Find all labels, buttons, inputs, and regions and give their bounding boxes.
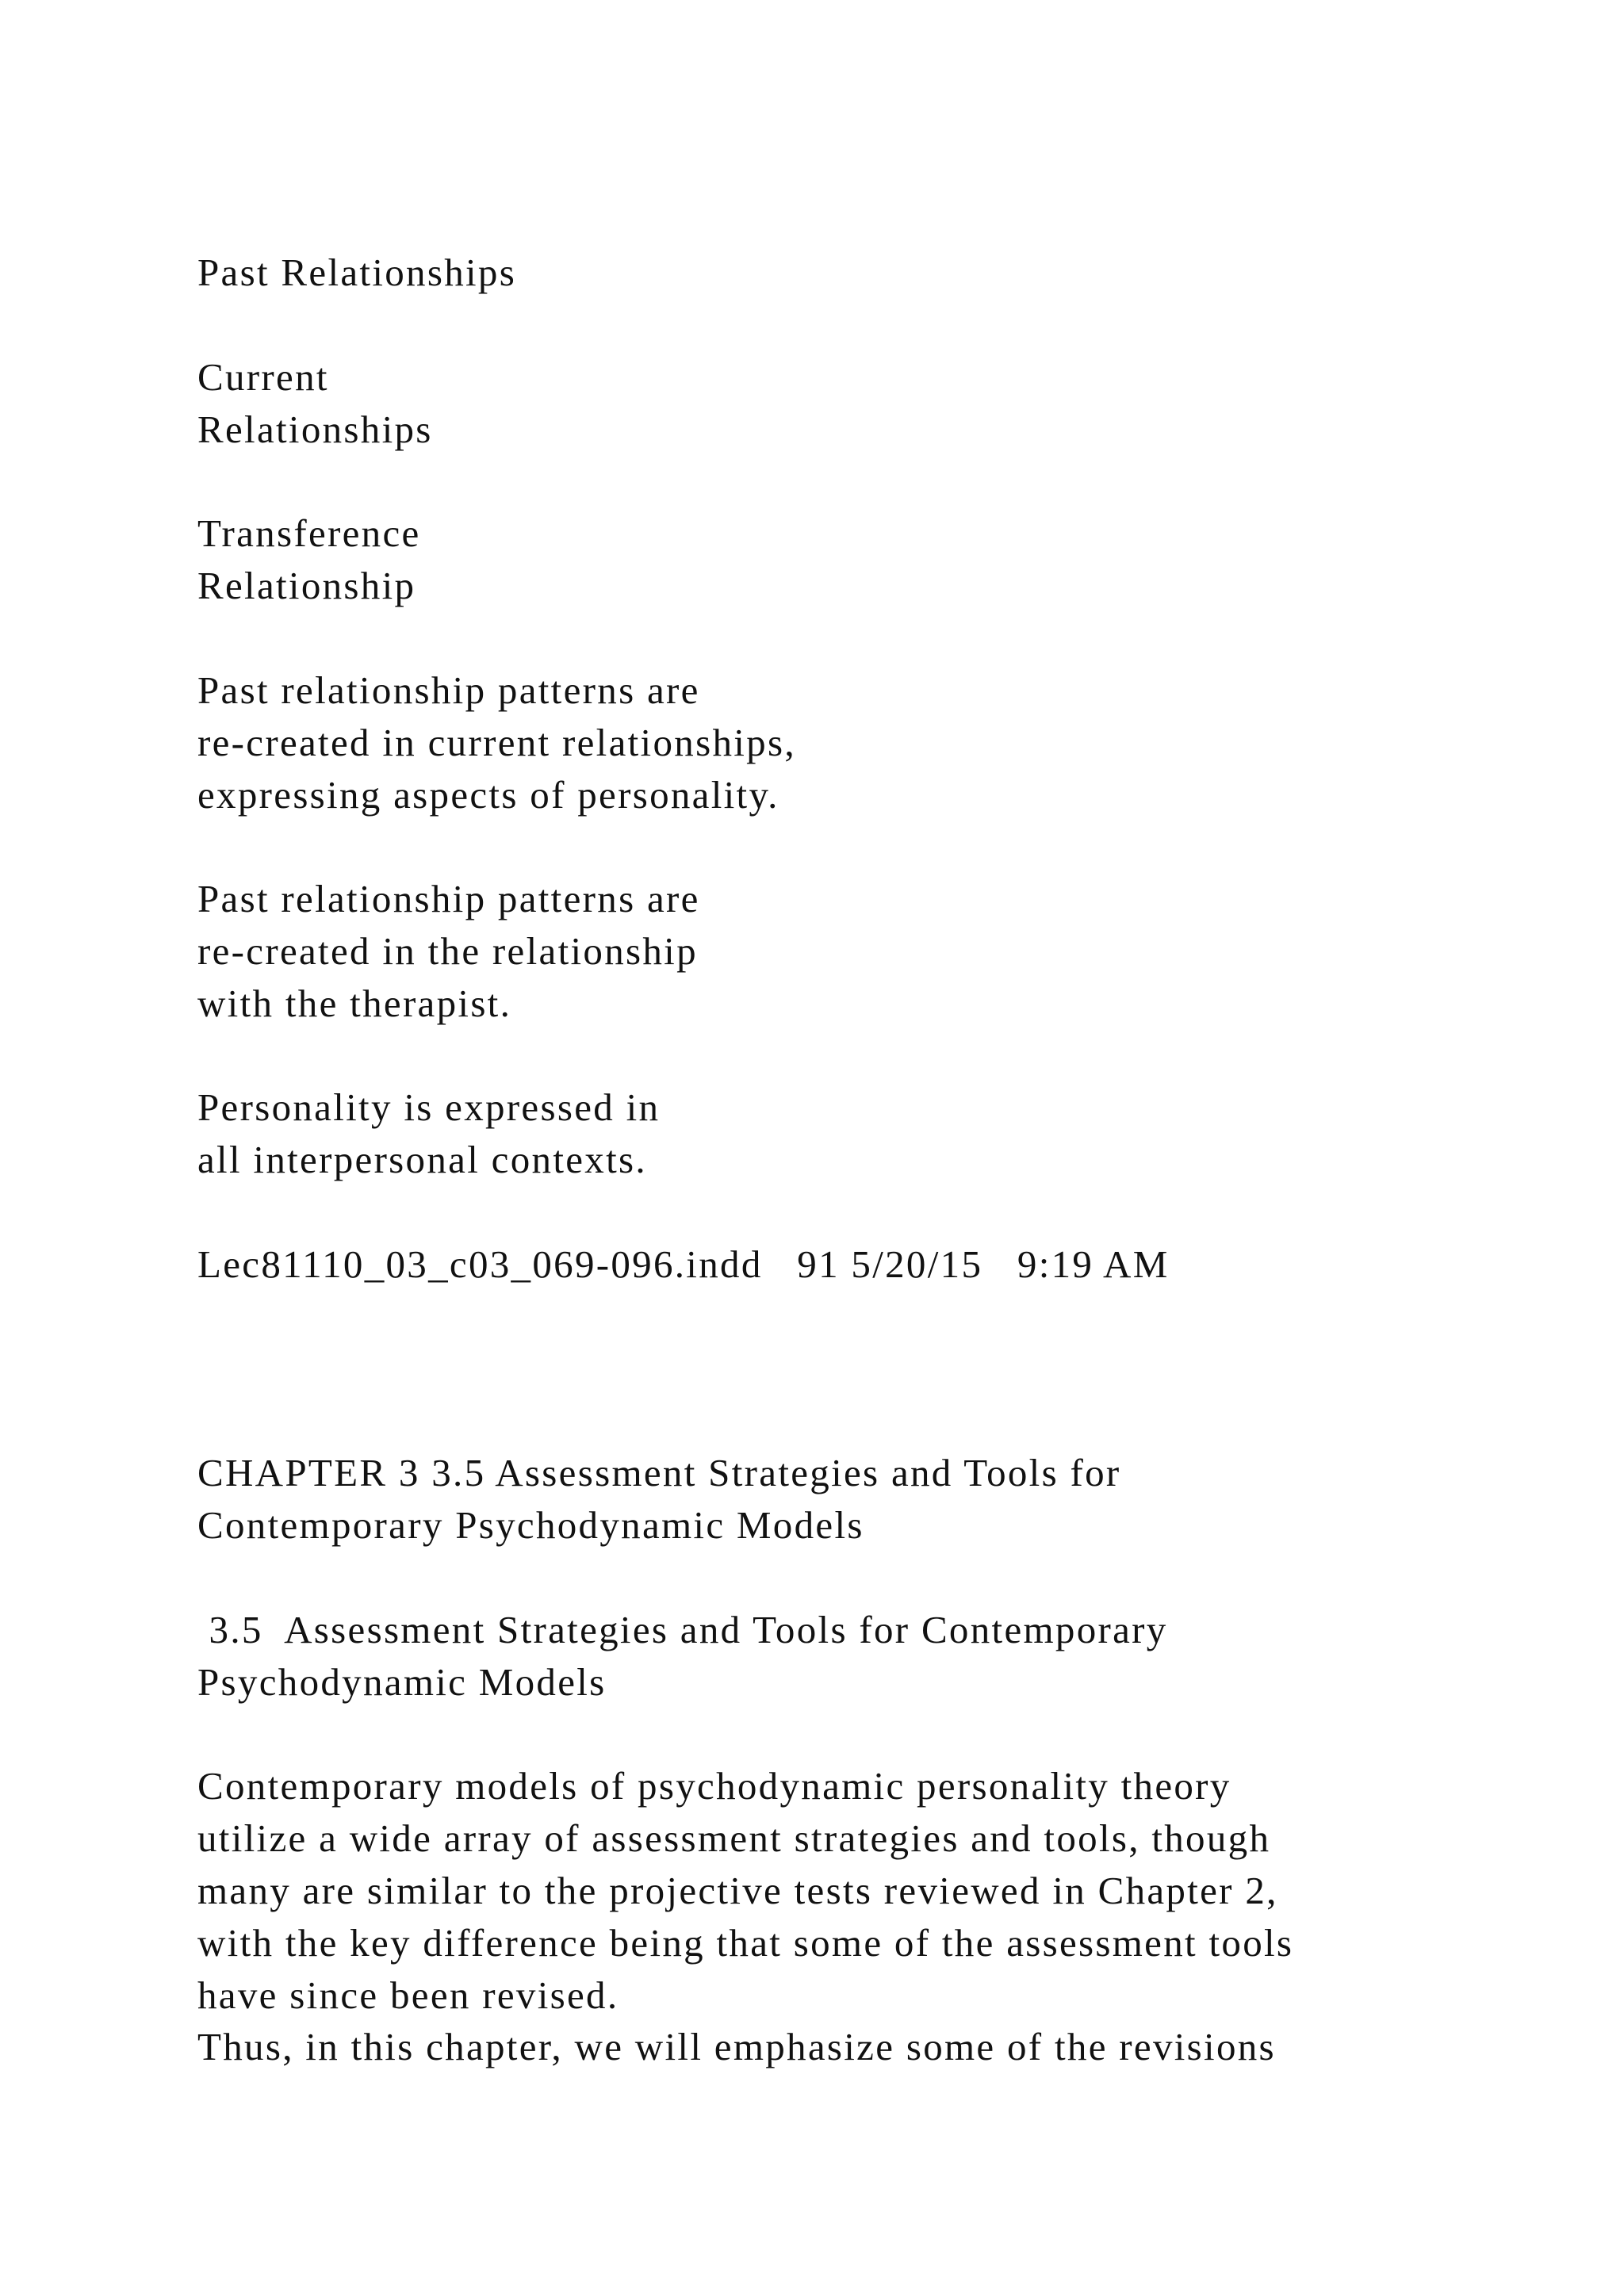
figure-note-3-line-1: Personality is expressed in [197, 1085, 661, 1129]
figure-label-past-relationships: Past Relationships [197, 251, 517, 294]
figure-label-transference-line-1: Transference [197, 511, 421, 555]
body-line-4: with the key difference being that some of the assessment tools [197, 1921, 1294, 1965]
figure-label-current-line-1: Current [197, 355, 329, 399]
running-header-line-2: Contemporary Psychodynamic Models [197, 1503, 864, 1547]
figure-note-2-line-1: Past relationship patterns are [197, 877, 700, 920]
figure-note-2-line-3: with the therapist. [197, 982, 512, 1025]
body-line-3: many are similar to the projective tests reviewed in Chapter 2, [197, 1869, 1278, 1912]
figure-note-1-line-3: expressing aspects of personality. [197, 773, 779, 817]
running-header-line-1: CHAPTER 3 3.5 Assessment Strategies and Tools for [197, 1451, 1121, 1494]
figure-note-2-line-2: re-created in the relationship [197, 929, 698, 973]
body-line-1: Contemporary models of psychodynamic personality theory [197, 1764, 1231, 1808]
figure-label-current-line-2: Relationships [197, 408, 433, 451]
section-heading-line-2: Psychodynamic Models [197, 1660, 607, 1704]
body-line-5: have since been revised. [197, 1973, 619, 2017]
figure-note-3-line-2: all interpersonal contexts. [197, 1138, 647, 1181]
section-heading-line-1: 3.5 Assessment Strategies and Tools for Contemporary [197, 1608, 1168, 1651]
slug-line: Lec81110_03_c03_069-096.indd 91 5/20/15 9:19 AM [197, 1242, 1170, 1286]
body-line-6: Thus, in this chapter, we will emphasize some of the revisions [197, 2025, 1276, 2068]
body-line-2: utilize a wide array of assessment strategies and tools, though [197, 1816, 1271, 1860]
figure-label-transference-line-2: Relationship [197, 564, 416, 607]
figure-note-1-line-2: re-created in current relationships, [197, 721, 796, 764]
figure-note-1-line-1: Past relationship patterns are [197, 668, 700, 712]
